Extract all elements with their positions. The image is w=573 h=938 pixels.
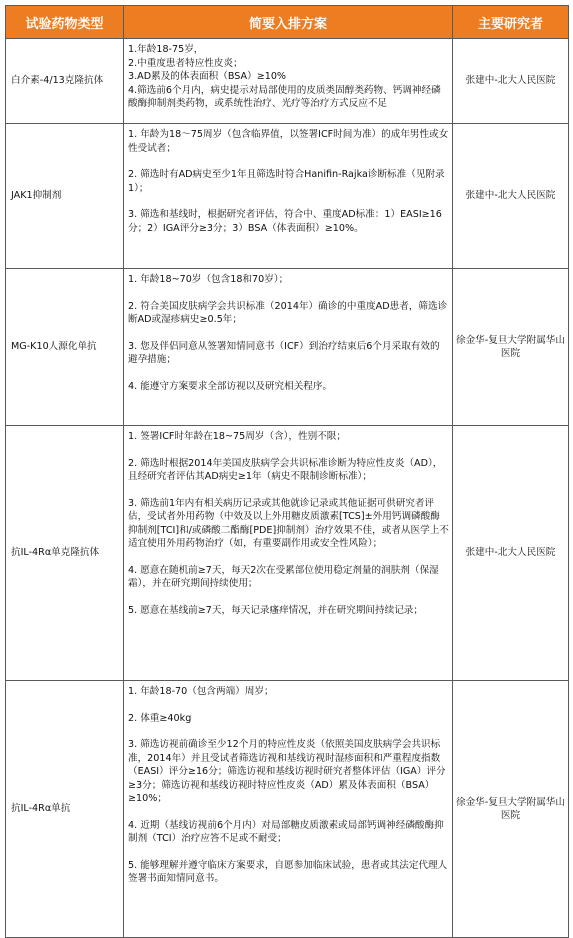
drug-cell: JAK1抑制剂 — [6, 124, 124, 269]
criteria-cell — [124, 426, 453, 681]
drug-cell: 白介素-4/13克隆抗体 — [6, 39, 124, 124]
table-row — [6, 124, 569, 269]
criterion: 1. 签署ICF时年龄在18~75周岁（含），性别不限； — [128, 431, 346, 442]
criterion: 3. 筛选前1年内有相关病历记录或其他就诊记录或其他证据可供研究者评估，受试者外用药物（中效及以上外用糖皮质激素[TCS]±外用钙调磷酸酶抑制剂[TCI]和/或磷酸二酯酶[PDE]抑制剂）治疗效果不佳，或者从医学上不适宜使用外用药物治疗（如，有重要副作用或安全性风险）； — [128, 497, 449, 549]
criteria-cell — [124, 269, 453, 426]
criterion: 1. 年龄18~70岁（包含18和70岁）； — [128, 274, 289, 285]
criterion: 4. 愿意在随机前≥7天，每天2次在受累部位使用稳定剂量的润肤剂（保湿霜），并在研究期间持续使用； — [128, 564, 439, 589]
criterion: 2. 符合美国皮肤病学会共识标准（2014年）确诊的中重度AD患者，筛选诊断AD或湿疹病史≥0.5年； — [128, 300, 448, 325]
drug-cell: 抗IL-4Rα单抗 — [6, 681, 124, 938]
criteria-cell — [124, 681, 453, 938]
criterion: 2.中重度患者特应性皮炎； — [128, 57, 243, 69]
criterion: 2. 体重≥40kg — [128, 712, 192, 724]
header-researcher: 主要研究者 — [453, 6, 569, 39]
table-row — [6, 269, 569, 426]
header-criteria: 简要入排方案 — [124, 6, 453, 39]
researcher-cell: 徐金华-复旦大学附属华山医院 — [453, 269, 569, 426]
researcher-cell: 张建中-北大人民医院 — [453, 426, 569, 681]
researcher-cell: 徐金华-复旦大学附属华山医院 — [453, 681, 569, 938]
researcher-cell: 张建中-北大人民医院 — [453, 124, 569, 269]
drug-cell: 抗IL-4Rα单克隆抗体 — [6, 426, 124, 681]
trial-table — [5, 5, 569, 938]
criterion: 3.AD累及的体表面积（BSA）≥10% — [128, 71, 287, 82]
criterion: 5. 愿意在基线前≥7天，每天记录瘙痒情况，并在研究期间持续记录； — [128, 604, 423, 616]
criterion: 3. 筛选访视前确诊至少12个月的特应性皮炎（依照美国皮肤病学会共识标准，2014年）并且受试者筛选访视和基线访视时湿疹面积和严重程度指数（EASI）评分≥16分；筛选访视和基线访视时研究者整体评估（IGA）评分≥3分；筛选访视和基线访视时特应性皮炎（AD）累及体表面积（BSA）≥10%； — [128, 739, 446, 804]
criterion: 1. 年龄为18～75周岁（包含临界值，以签署ICF时间为准）的成年男性或女性受试者； — [128, 129, 449, 154]
criterion: 5. 能够理解并遵守临床方案要求，自愿参加临床试验，患者或其法定代理人签署书面知情同意书。 — [128, 859, 448, 884]
drug-cell: MG-K10人源化单抗 — [6, 269, 124, 426]
criterion: 1. 年龄18-70（包含两端）周岁； — [128, 686, 274, 697]
criterion: 4.筛选前6个月内，病史提示对局部使用的皮质类固醇类药物、钙调神经磷酸酶抑制剂类药物，或系统性治疗、光疗等治疗方式反应不足 — [128, 84, 441, 109]
criterion: 4. 近期（基线访视前6个月内）对局部糖皮质激素或局部钙调神经磷酸酶抑制剂（TCI）治疗应答不足或不耐受； — [128, 819, 444, 844]
table-header-row — [6, 6, 569, 39]
criteria-cell — [124, 39, 453, 124]
criterion: 4. 能遵守方案要求全部访视以及研究相关程序。 — [128, 380, 333, 392]
criterion: 3. 您及伴侣同意从签署知情同意书（ICF）到治疗结束后6个月采取有效的避孕措施； — [128, 340, 440, 365]
criterion: 2. 筛选时有AD病史至少1年且筛选时符合Hanifin-Rajka诊断标准（见附录1）； — [128, 169, 445, 194]
criterion: 2. 筛选时根据2014年美国皮肤病学会共识标准诊断为特应性皮炎（AD），且经研究者评估其AD病史≥1年（病史不限制诊断标准）； — [128, 457, 443, 482]
table-row — [6, 426, 569, 681]
header-drug-type: 试验药物类型 — [6, 6, 124, 39]
criterion: 1.年龄18-75岁， — [128, 44, 204, 55]
table-row — [6, 39, 569, 124]
criteria-cell — [124, 124, 453, 269]
table-row — [6, 681, 569, 938]
criterion: 3. 筛选和基线时，根据研究者评估，符合中、重度AD标准：1）EASI≥16分；2）IGA评分≥3分；3）BSA（体表面积）≥10%。 — [128, 209, 442, 234]
researcher-cell: 张建中-北大人民医院 — [453, 39, 569, 124]
